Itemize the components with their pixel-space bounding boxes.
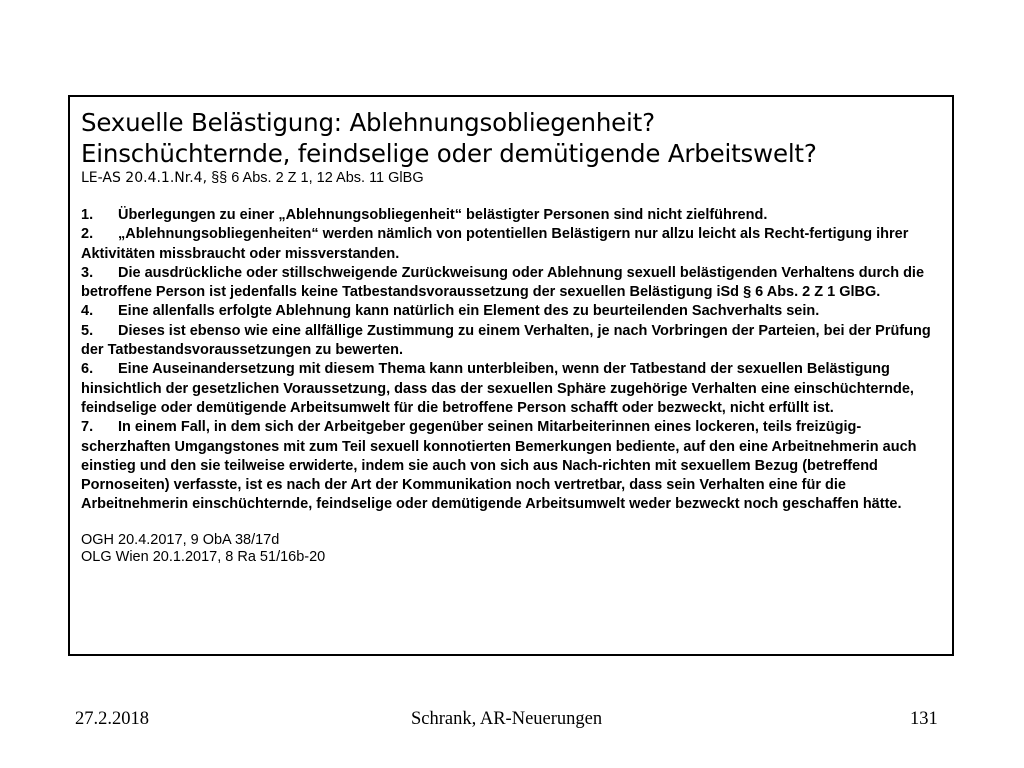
slide-title-line-2: Einschüchternde, feindselige oder demütigende Arbeitswelt? — [81, 139, 817, 168]
citation-ogh: OGH 20.4.2017, 9 ObA 38/17d — [81, 531, 280, 548]
point-text: In einem Fall, in dem sich der Arbeitgeber gegenüber seinen Mitarbeiterinnen eines lockeren, teils freizügig-scherzhaften Umgangstones mit zum Teil sexuell konnotierten Bemerkungen bediente, auf den eine Arbeitnehmerin auch einstieg und den sie teilweise erwiderte, indem sie auch von sich aus Nach-richten mit sexuellem Bezug (betreffend Pornoseiten) verfasste, ist es nach der Art der Kommunikation noch vertretbar, dass sein Verhalten eine für die Arbeitnehmerin einschüchternde, feindselige oder demütigende Arbeitsumwelt weder bezweckt noch geschaffen hätte. — [81, 419, 917, 513]
point-item — [81, 264, 940, 303]
point-text: Eine allenfalls erfolgte Ablehnung kann natürlich ein Element des zu beurteilenden Sachverhalts sein. — [118, 303, 820, 320]
point-item — [81, 302, 940, 321]
point-number: 1. — [81, 207, 94, 223]
point-number: 7. — [81, 419, 94, 436]
reference-prefix: LE-AS 20.4.1.Nr.4, — [81, 170, 208, 186]
slide-title-line-1: Sexuelle Belästigung: Ablehnungsobliegenheit? — [81, 108, 655, 137]
point-text: Die ausdrückliche oder stillschweigende Zurückweisung oder Ablehnung sexuell belästigenden Verhaltens durch die betroffene Person ist jedenfalls keine Tatbestandsvoraussetzung der sexuellen Belästigung iSd § 6 Abs. 2 Z 1 GlBG. — [81, 264, 925, 301]
footer-page-number: 131 — [910, 709, 938, 729]
point-number: 2. — [81, 226, 94, 243]
point-number: 3. — [81, 264, 94, 281]
point-text: Eine Auseinandersetzung mit diesem Thema kann unterbleiben, wenn der Tatbestand der sexuellen Belästigung hinsichtlich der gesetzlichen Voraussetzung, dass das der sexuellen Sphäre zugehörige Verhalten eine einschüchternde, feindselige oder demütigende Arbeitsumwelt für die betroffene Person schafft oder bezweckt, nicht erfüllt ist. — [81, 361, 914, 416]
point-number: 5. — [81, 322, 94, 339]
footer-author: Schrank, AR-Neuerungen — [411, 709, 603, 729]
point-text: „Ablehnungsobliegenheiten“ werden nämlich von potentiellen Belästigern nur allzu leicht als Recht-fertigung ihrer Aktivitäten missbraucht oder missverstanden. — [81, 226, 909, 262]
point-text: Dieses ist ebenso wie eine allfällige Zustimmung zu einem Verhalten, je nach Vorbringen der Parteien, bei der Prüfung der Tatbestandsvoraussetzungen zu bewerten. — [81, 322, 931, 359]
reference-rest: §§ 6 Abs. 2 Z 1, 12 Abs. 11 GlBG — [207, 170, 424, 186]
legal-reference — [81, 170, 940, 187]
point-item — [81, 360, 940, 418]
slide-content-box — [68, 95, 954, 656]
point-item — [81, 225, 940, 264]
point-item — [81, 322, 940, 361]
points-list — [81, 206, 940, 515]
footer-date: 27.2.2018 — [75, 709, 149, 729]
point-item — [81, 206, 940, 225]
point-number: 6. — [81, 361, 94, 378]
point-text: Überlegungen zu einer „Ablehnungsobliegenheit“ belästigter Personen sind nicht zielführend. — [118, 207, 768, 223]
point-item — [81, 418, 940, 514]
case-citations — [81, 532, 940, 566]
citation-olg: OLG Wien 20.1.2017, 8 Ra 51/16b-20 — [81, 548, 326, 565]
point-number: 4. — [81, 303, 94, 320]
